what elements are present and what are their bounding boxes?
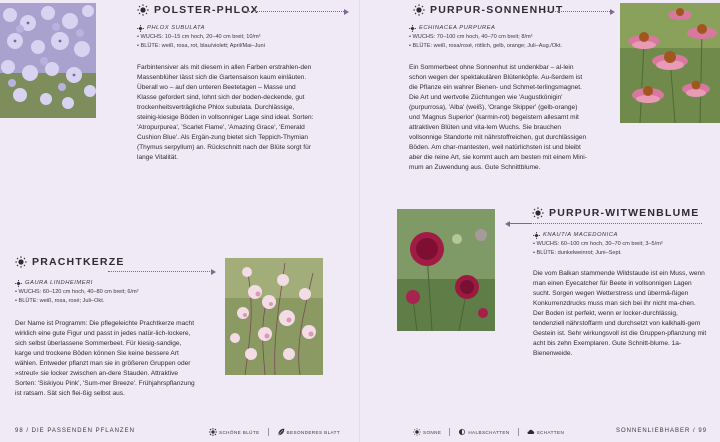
knautia-photo (397, 209, 495, 331)
half-shade-icon (458, 428, 466, 436)
heading-rule (244, 11, 344, 12)
page-footer: 98 / DIE PASSENDEN PFLANZEN (15, 428, 135, 434)
flower-icon (137, 25, 144, 32)
latin-name: GAURA LINDHEIMERI (25, 280, 93, 286)
phlox-profile (137, 24, 352, 51)
cloud-icon (527, 428, 535, 436)
sun-icon (137, 4, 149, 16)
growth-info: • WUCHS: 10–15 cm hoch, 20–40 cm breit; 10/m² (137, 34, 261, 40)
sonnenhut-heading (413, 4, 564, 16)
prachtkerze-text: Der Name ist Programm: Die pflegeleichte Prachtkerze macht wirklich eine gute Figur und passt in jedes natür-lich-lockere, sich selbst überlassene Sommerbeet. Für kiesig-sandige, karge und trockene Böden können Sie keine bessere Art wählen. Entweder pflanzt man sie in größeren Gruppen oder »streut« sie locker zwischen an-dere Stauden. Attraktive Sorten: 'Siskiyou Pink', 'Sum-mer Breeze'. Frühjahrspflanzung ist ratsam. Sät sich flei-ßig selbst aus. (15, 320, 195, 397)
witwenblume-text: Die vom Balkan stammende Wildstaude ist ein Muss, wenn man einen Eyecatcher für Beete in vollsonnigen Lagen sucht. Sorgen wegen Wetterstress und übermä-ßigen Konkurrenzdrucks muss man sich bei ihr nicht ma-chen. Der Boden ist perfekt, wenn er locker-durchlässig, tendenziell nährstoffarm und durchsetzt von kalkhalti-gem Gestein ist. Sehr wirkungsvoll ist die Gruppen-pflanzung mit acht bis zehn Exemplaren. Gute Schnitt-blume. 1a-Bienenweide. (533, 270, 707, 357)
flower-icon (409, 25, 416, 32)
prachtkerze-heading (15, 256, 125, 268)
sun-icon (413, 428, 421, 436)
phlox-photo (0, 3, 96, 118)
sonnenhut-text: Ein Sommerbeet ohne Sonnenhut ist undenkbar – al-lein schon wegen der spektakulären Blütenköpfe. Au-ßerdem ist die Pflanze ein wahrer Bienen- und Schmet-terlingsmagnet. Die Art und wertvolle Züchtungen wie 'Augustkönigin' (purpurrosa), 'Alba' (weiß), 'Orange Skipper' (gelb-orange) und 'Magnus Superior' (karmin-rot) begeistern allesamt mit attraktiven Blüten und vita-lem Wuchs. Sie brauchen vollsonnige Standorte mit nährstoffreichen, gut durchlässigen Böden. Am char-mantesten, weil natürlichsten ist und bleibt aber die reine Art, sie kommt auch am besten mit einem Mini-mum an Zuwendung aus. Gute Schnittblume. (409, 64, 587, 171)
bloom-info: • BLÜTE: weiß, rosa/rosé, rötlich, gelb, orange; Juli–Aug./Okt. (409, 43, 563, 49)
right-page (360, 0, 720, 442)
heading-rule (510, 223, 702, 224)
witwenblume-heading (532, 207, 700, 219)
legend-label: HALBSCHATTEN (468, 429, 510, 435)
sun-icon (413, 4, 425, 16)
heading-arrow (211, 269, 216, 275)
legend-divider (449, 428, 450, 436)
growth-info: • WUCHS: 70–100 cm hoch, 40–70 cm breit; 8/m² (409, 34, 533, 40)
bloom-info: • BLÜTE: weiß, rosa, rosé; Juli–Okt. (15, 298, 105, 304)
symbol-legend (209, 428, 340, 436)
polster-phlox-heading (137, 4, 259, 16)
legend-label: BESONDERES BLATT (286, 429, 341, 435)
latin-name: KNAUTIA MACEDONICA (543, 232, 618, 238)
legend-divider (268, 428, 269, 436)
light-legend (413, 428, 564, 436)
leaf-icon (277, 428, 285, 436)
legend-label: SCHÖNE BLÜTE (219, 429, 260, 435)
growth-info: • WUCHS: 60–120 cm hoch, 40–80 cm breit; 6/m² (15, 289, 139, 295)
flower-icon (15, 280, 22, 287)
sun-icon (15, 256, 27, 268)
prachtkerze-profile (15, 279, 215, 306)
page-footer: SONNENLIEBHABER / 99 (616, 428, 708, 434)
witwenblume-profile (533, 231, 713, 258)
echinacea-photo (620, 3, 720, 123)
sonnenhut-profile (409, 24, 619, 51)
legend-label: SCHATTEN (536, 429, 565, 435)
entry-title: PRACHTKERZE (32, 256, 125, 268)
sun-icon (532, 207, 544, 219)
entry-title: PURPUR-SONNENHUT (430, 4, 564, 16)
legend-label: SONNE (423, 429, 442, 435)
bloom-info: • BLÜTE: weiß, rosa, rot, blau/violett; April/Mai–Juni (137, 43, 265, 49)
latin-name: PHLOX SUBULATA (147, 25, 206, 31)
phlox-text: Farbintensiver als mit diesem in allen Farben erstrahlen-den Massenblüher lässt sich die Gartensaison kaum einläuten. Überall wo – auf den unteren Beetetagen – Masse und Klasse gefordert sind, lohnt sich der boden-deckende, gut trockenheitsverträgliche Phlox subulata. Durchlässige, steinig-kiesige Böden in vollsonniger Lage sind ideal. Sorten: 'Atropurpurea', 'Scarlet Flame', 'Amazing Grace', 'Emerald Cushion Blue'. Als Ergän-zung bietet sich Teppich-Thymian (Thymus serpyllum) an. Rückschnitt nach der Blüte sorgt für lange Vitalität. (137, 64, 314, 161)
heading-rule (108, 271, 212, 272)
heading-arrow (610, 9, 615, 15)
bloom-info: • BLÜTE: dunkelweinrot; Juni–Sept. (533, 250, 622, 256)
latin-name: ECHINACEA PURPUREA (419, 25, 496, 31)
gaura-photo (225, 258, 323, 375)
heading-rule (543, 11, 610, 12)
growth-info: • WUCHS: 60–100 cm hoch, 30–70 cm breit; 3–5/m² (533, 241, 663, 247)
entry-title: PURPUR-WITWENBLUME (549, 207, 700, 219)
heading-arrow (344, 9, 349, 15)
flower-icon (209, 428, 217, 436)
legend-divider (518, 428, 519, 436)
flower-icon (533, 232, 540, 239)
entry-title: POLSTER-PHLOX (154, 4, 259, 16)
